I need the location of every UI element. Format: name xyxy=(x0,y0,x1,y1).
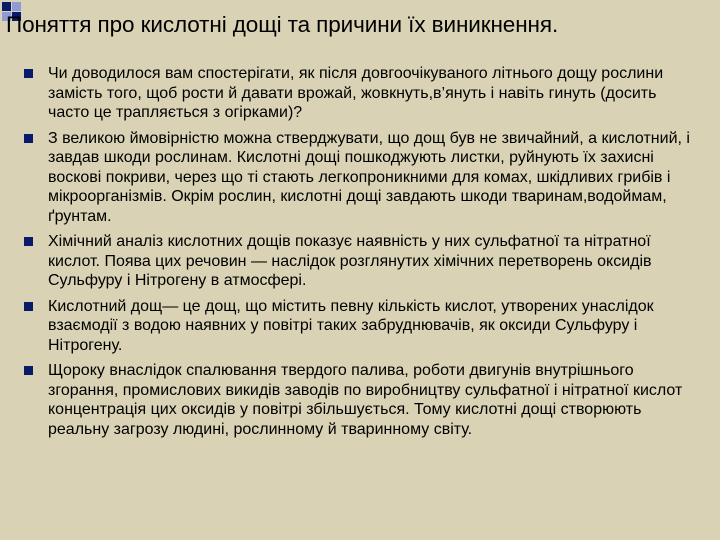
square-bullet-icon xyxy=(24,69,33,78)
bullet-item-4 xyxy=(24,297,696,356)
square-bullet-icon xyxy=(24,134,33,143)
bullet-item-1 xyxy=(24,64,696,123)
bullet-text-2: З великою ймовірністю можна стверджувати, що дощ був не звичайний, а кислотний, і завдав шкоди рослинам. Кислотні дощі пошкоджують листки, руйнують їх захисні воскові покриви, через що ті стають легкопроникними для комах, шкідливих грибів і мікроорганізмів. Окрім рослин, кислотні дощі завдають шкоди тваринам,водоймам, ґрунтам. xyxy=(48,129,690,225)
bullet-list xyxy=(24,64,696,445)
square-bullet-icon xyxy=(24,366,33,375)
bullet-text-4: Кислотний дощ— це дощ, що містить певну кількість кислот, утворених унаслідок взаємодії з водою наявних у повітрі таких забруднювачів, як оксиди Сульфуру і Нітрогену. xyxy=(48,297,654,354)
bullet-item-5 xyxy=(24,361,696,439)
decorative-square-light-1 xyxy=(12,2,21,11)
bullet-text-1: Чи доводилося вам спостерігати, як після довгоочікуваного літнього дощу рослини замість того, щоб рости й давати врожай, жовкнуть,в’януть і навіть гинуть (досить часто це трапляється з огірками)? xyxy=(48,65,664,121)
bullet-item-2 xyxy=(24,129,696,227)
bullet-text-5: Щороку внаслідок спалювання твердого палива, роботи двигунів внутрішнього згорання, промислових викидів заводів по виробництву сульфатної і нітратної кислот концентрація цих оксидів у повітрі збільшується. Тому кислотні дощі створюють реальну загрозу людині, рослинному й тваринному світу. xyxy=(48,362,683,438)
bullet-item-3 xyxy=(24,232,696,291)
square-bullet-icon xyxy=(24,302,33,311)
slide-title: Поняття про кислотні дощі та причини їх виникнення. xyxy=(6,12,559,37)
square-bullet-icon xyxy=(24,237,33,246)
decorative-square-dark-1 xyxy=(2,2,11,11)
bullet-text-3: Хімічний аналіз кислотних дощів показує наявність у них сульфатної та нітратної кислот. Поява цих речовин — наслідок розглянутих хімічних перетворень оксидів Сульфуру і Нітрогену в атмосфері. xyxy=(48,233,652,289)
